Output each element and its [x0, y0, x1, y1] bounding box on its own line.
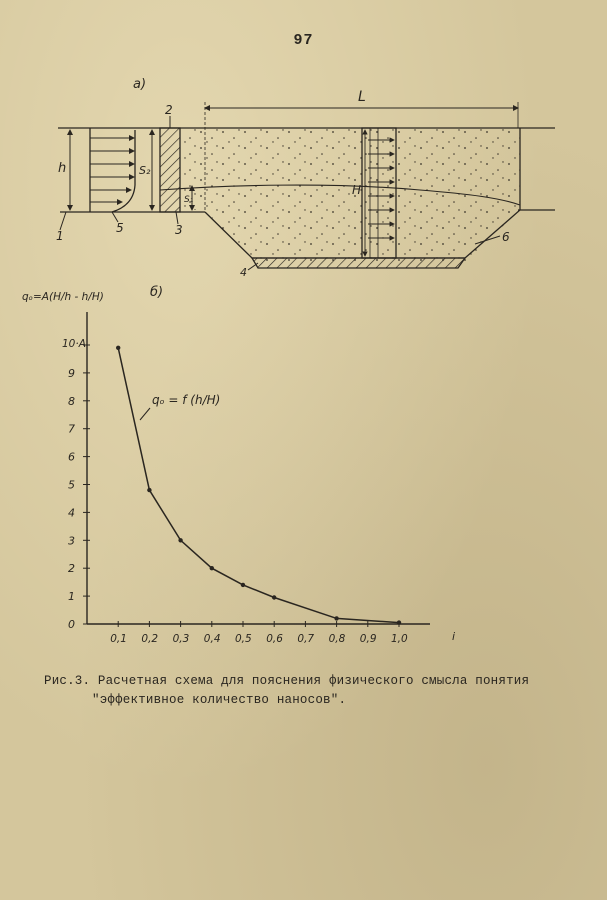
data-point [397, 620, 401, 624]
label-3: 3 [175, 223, 183, 237]
x-tick-label: 0,7 [297, 633, 315, 645]
hatched-bed-layer [252, 258, 465, 268]
data-curve [118, 348, 399, 623]
x-tick-label: 0,1 [110, 633, 127, 645]
data-point [178, 538, 182, 542]
chart-b [22, 285, 455, 645]
caption-line-1: Рис.3. Расчетная схема для пояснения физического смысла понятия [44, 674, 530, 688]
label-1: 1 [56, 229, 64, 243]
x-tick-label: 0,5 [235, 633, 252, 645]
chart-ylabel: qₒ=A(H/h - h/H) [22, 291, 104, 303]
x-tick-label: 0,9 [359, 633, 377, 645]
y-tick-label: 6 [68, 450, 75, 464]
label-5: 5 [116, 221, 124, 235]
data-point [272, 595, 276, 599]
figure-caption [44, 672, 564, 710]
x-tick-label: 0,8 [328, 633, 346, 645]
label-h: h [58, 161, 67, 176]
data-point [116, 346, 120, 350]
x-tick-label: 1,0 [391, 633, 408, 645]
x-tick-label: 0,2 [141, 633, 159, 645]
label-H: H [352, 183, 362, 197]
curve-label-leader [140, 408, 150, 420]
label-s1: S₁ [184, 195, 194, 205]
data-point [334, 616, 338, 620]
label-6: 6 [502, 230, 510, 244]
y-tick-label: 8 [68, 394, 75, 408]
hatched-wall [160, 128, 180, 212]
y-tick-label: 9 [68, 366, 75, 380]
x-tick-label: 0,3 [172, 633, 190, 645]
page-number: 97 [293, 32, 314, 49]
data-point [241, 583, 245, 587]
y-tick-label: 1 [68, 590, 75, 604]
label-4: 4 [240, 266, 247, 279]
label-L: L [358, 89, 366, 105]
y-tick-label: 0 [68, 618, 75, 631]
y-tick-label: 4 [68, 506, 75, 520]
curve-label: qₒ = f (h/H) [152, 393, 221, 407]
chart-xlabel: i [452, 630, 456, 643]
y-tick-label: 3 [68, 534, 75, 548]
caption-line-2: "эффективное количество наносов". [92, 693, 347, 707]
panel-label-b: б) [150, 285, 164, 300]
x-tick-label: 0,6 [266, 633, 283, 645]
x-tick-label: 0,4 [203, 633, 221, 645]
panel-label-a: а) [133, 77, 147, 92]
data-point [210, 566, 214, 570]
label-2: 2 [165, 103, 173, 117]
label-s2: S₂ [139, 164, 151, 177]
y-tick-label: 5 [68, 478, 75, 492]
y-tick-label: 2 [68, 562, 75, 576]
velocity-profile-curve [112, 130, 135, 212]
chart-y-top-label: 10·A [62, 338, 86, 350]
data-point [147, 488, 151, 492]
y-tick-label: 7 [68, 422, 75, 436]
flow-diagram [56, 77, 555, 279]
